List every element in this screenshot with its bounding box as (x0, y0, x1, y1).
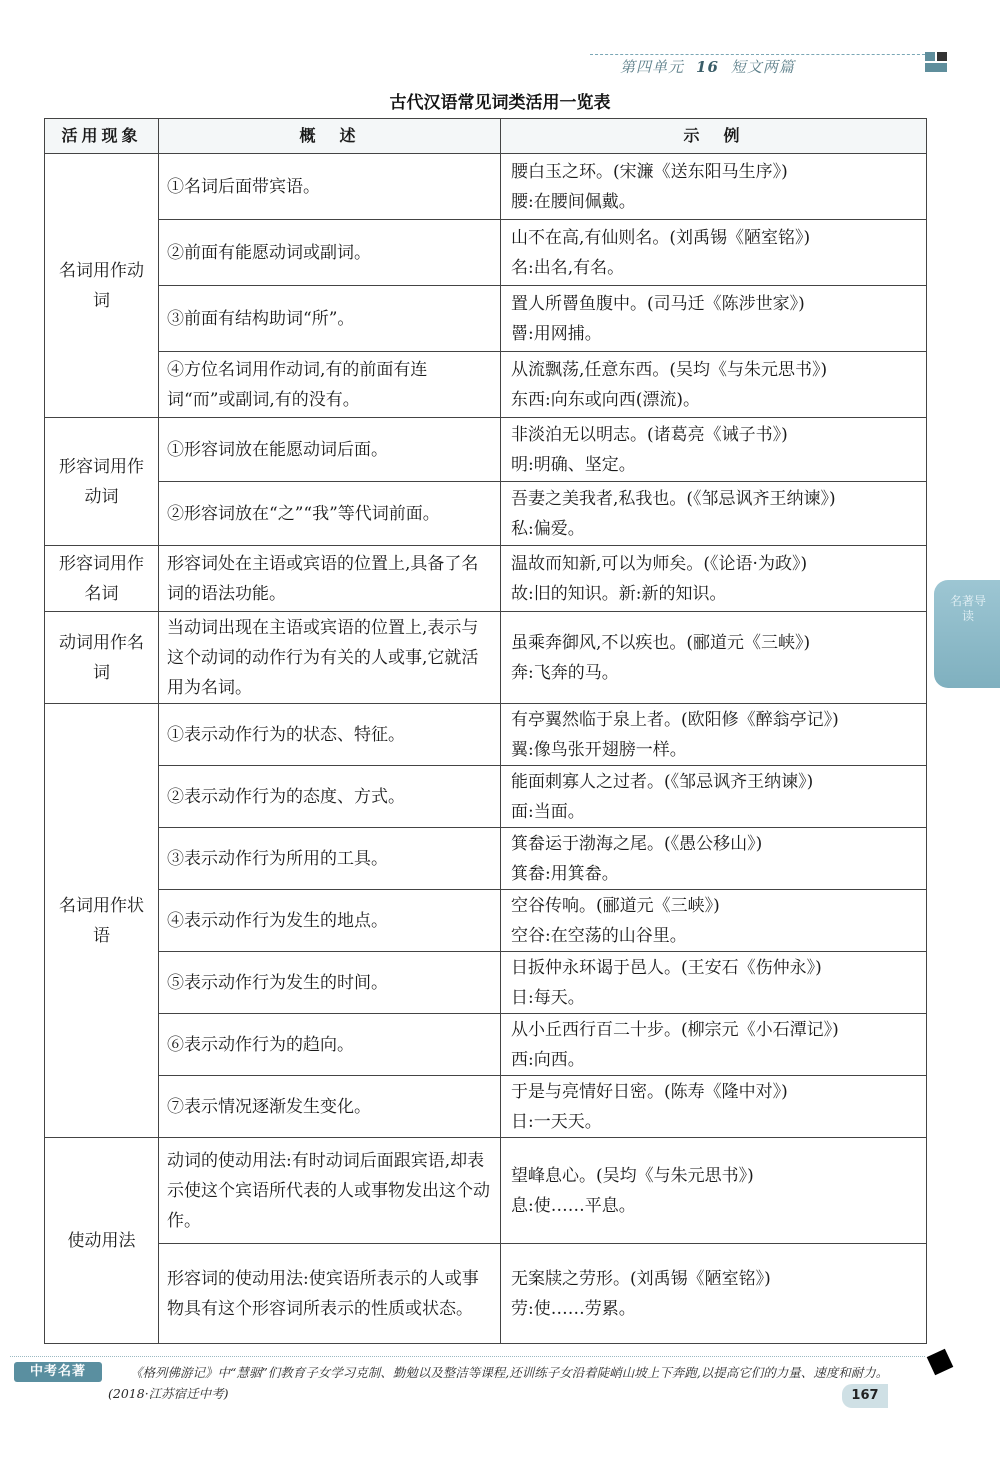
word-class-table (44, 118, 927, 1344)
table-row (45, 546, 927, 612)
desc-cell: ②表示动作行为的态度、方式。 (159, 766, 501, 828)
example-cell (501, 352, 927, 418)
example-gloss: 翼:像鸟张开翅膀一样。 (511, 739, 687, 760)
phenomenon-cell: 名词用作状语 (45, 704, 159, 1138)
desc-cell: 形容词的使动用法:使宾语所表示的人或事物具有这个形容词所表示的性质或状态。 (159, 1244, 501, 1344)
desc-cell: ②形容词放在“之”“我”等代词前面。 (159, 482, 501, 546)
table-row (45, 154, 927, 220)
desc-cell: ⑦表示情况逐渐发生变化。 (159, 1076, 501, 1138)
running-header (620, 56, 795, 77)
example-cell (501, 482, 927, 546)
desc-cell: 当动词出现在主语或宾语的位置上,表示与这个动词的动作行为有关的人或事,它就活用为名词。 (159, 612, 501, 704)
example-cell (501, 612, 927, 704)
example-gloss: 名:出名,有名。 (511, 257, 625, 278)
table-row (45, 828, 927, 890)
example-gloss: 面:当面。 (511, 801, 585, 822)
example-gloss: 私:偏爱。 (511, 518, 585, 539)
footer-tag: 中考名著 (14, 1362, 102, 1382)
example-sentence: 置人所罾鱼腹中。(司马迁《陈涉世家》) (511, 293, 805, 314)
example-sentence: 望峰息心。(吴均《与朱元思书》) (511, 1165, 754, 1186)
example-sentence: 虽乘奔御风,不以疾也。(郦道元《三峡》) (511, 632, 811, 653)
side-section-tab (934, 580, 1000, 688)
example-sentence: 无案牍之劳形。(刘禹锡《陋室铭》) (511, 1268, 771, 1289)
footer-note: 《格列佛游记》中“慧骃”们教育子女学习克制、勤勉以及整洁等课程,还训练子女沿着陡峭山坡上下奔跑,以提高它们的力量、速度和耐力。(2018·江苏宿迁中考) (108, 1365, 889, 1401)
phenomenon-cell: 使动用法 (45, 1138, 159, 1344)
example-cell (501, 286, 927, 352)
example-gloss: 奔:飞奔的马。 (511, 662, 619, 683)
desc-cell: ④表示动作行为发生的地点。 (159, 890, 501, 952)
example-sentence: 有亭翼然临于泉上者。(欧阳修《醉翁亭记》) (511, 709, 839, 730)
example-sentence: 日扳仲永环谒于邑人。(王安石《伤仲永》) (511, 957, 822, 978)
phenomenon-cell: 动词用作名词 (45, 612, 159, 704)
desc-cell: ①表示动作行为的状态、特征。 (159, 704, 501, 766)
header-overview: 概 述 (159, 119, 501, 154)
example-cell (501, 952, 927, 1014)
table-row (45, 612, 927, 704)
desc-cell: ⑥表示动作行为的趋向。 (159, 1014, 501, 1076)
example-gloss: 罾:用网捕。 (511, 323, 602, 344)
phenomenon-cell: 形容词用作动词 (45, 418, 159, 546)
table-header-row (45, 119, 927, 154)
lesson-title: 短文两篇 (730, 58, 795, 76)
desc-cell: ①形容词放在能愿动词后面。 (159, 418, 501, 482)
table-row (45, 220, 927, 286)
example-gloss: 故:旧的知识。新:新的知识。 (511, 583, 727, 604)
desc-cell: ③表示动作行为所用的工具。 (159, 828, 501, 890)
side-tab-label: 名著导读 (949, 594, 986, 623)
table-row (45, 286, 927, 352)
table-title: 古代汉语常见词类活用一览表 (389, 93, 611, 113)
example-gloss: 日:每天。 (511, 987, 585, 1008)
example-cell (501, 418, 927, 482)
example-cell (501, 828, 927, 890)
example-gloss: 息:使……平息。 (511, 1195, 636, 1216)
example-gloss: 西:向西。 (511, 1049, 585, 1070)
example-cell (501, 1138, 927, 1244)
example-cell (501, 1076, 927, 1138)
example-sentence: 从小丘西行百二十步。(柳宗元《小石潭记》) (511, 1019, 839, 1040)
table-row (45, 1138, 927, 1244)
example-cell (501, 704, 927, 766)
lesson-number: 16 (696, 58, 719, 76)
example-sentence: 腰白玉之环。(宋濂《送东阳马生序》) (511, 161, 788, 182)
desc-cell: ②前面有能愿动词或副词。 (159, 220, 501, 286)
example-gloss: 劳:使……劳累。 (511, 1298, 636, 1319)
desc-cell: ③前面有结构助词“所”。 (159, 286, 501, 352)
example-sentence: 于是与亮情好日密。(陈寿《隆中对》) (511, 1081, 788, 1102)
table-row (45, 418, 927, 482)
example-sentence: 能面刺寡人之过者。(《邹忌讽齐王纳谏》) (511, 771, 814, 792)
phenomenon-cell: 形容词用作名词 (45, 546, 159, 612)
table-row (45, 1014, 927, 1076)
example-gloss: 箕畚:用箕畚。 (511, 863, 619, 884)
table-row (45, 352, 927, 418)
table-row (45, 952, 927, 1014)
example-sentence: 从流飘荡,任意东西。(吴均《与朱元思书》) (511, 359, 828, 380)
example-cell (501, 890, 927, 952)
header-divider (590, 54, 930, 55)
example-sentence: 非淡泊无以明志。(诸葛亮《诫子书》) (511, 424, 788, 445)
table-row (45, 704, 927, 766)
table-row (45, 1076, 927, 1138)
desc-cell: ①名词后面带宾语。 (159, 154, 501, 220)
example-sentence: 吾妻之美我者,私我也。(《邹忌讽齐王纳谏》) (511, 488, 836, 509)
example-cell (501, 154, 927, 220)
corner-mark-icon (925, 52, 947, 72)
header-phenomenon: 活用现象 (45, 119, 159, 154)
desc-cell: ④方位名词用作动词,有的前面有连词“而”或副词,有的没有。 (159, 352, 501, 418)
desc-cell: 形容词处在主语或宾语的位置上,具备了名词的语法功能。 (159, 546, 501, 612)
page-number: 167 (842, 1384, 888, 1408)
example-cell (501, 1244, 927, 1344)
example-gloss: 腰:在腰间佩戴。 (511, 191, 636, 212)
example-cell (501, 1014, 927, 1076)
example-sentence: 箕畚运于渤海之尾。(《愚公移山》) (511, 833, 763, 854)
phenomenon-cell: 名词用作动词 (45, 154, 159, 418)
example-sentence: 空谷传响。(郦道元《三峡》) (511, 895, 720, 916)
table-row (45, 482, 927, 546)
example-sentence: 山不在高,有仙则名。(刘禹锡《陋室铭》) (511, 227, 811, 248)
table-row (45, 890, 927, 952)
example-gloss: 明:明确、坚定。 (511, 454, 636, 475)
desc-cell: ⑤表示动作行为发生的时间。 (159, 952, 501, 1014)
example-sentence: 温故而知新,可以为师矣。(《论语·为政》) (511, 553, 808, 574)
desc-cell: 动词的使动用法:有时动词后面跟宾语,却表示使这个宾语所代表的人或事物发出这个动作。 (159, 1138, 501, 1244)
example-gloss: 日:一天天。 (511, 1111, 602, 1132)
corner-square-icon (927, 1349, 954, 1376)
example-cell (501, 220, 927, 286)
table-row (45, 1244, 927, 1344)
example-cell (501, 766, 927, 828)
unit-label: 第四单元 (620, 58, 685, 76)
example-cell (501, 546, 927, 612)
example-gloss: 空谷:在空荡的山谷里。 (511, 925, 687, 946)
header-example: 示 例 (501, 119, 927, 154)
table-row (45, 766, 927, 828)
example-gloss: 东西:向东或向西(漂流)。 (511, 389, 700, 410)
